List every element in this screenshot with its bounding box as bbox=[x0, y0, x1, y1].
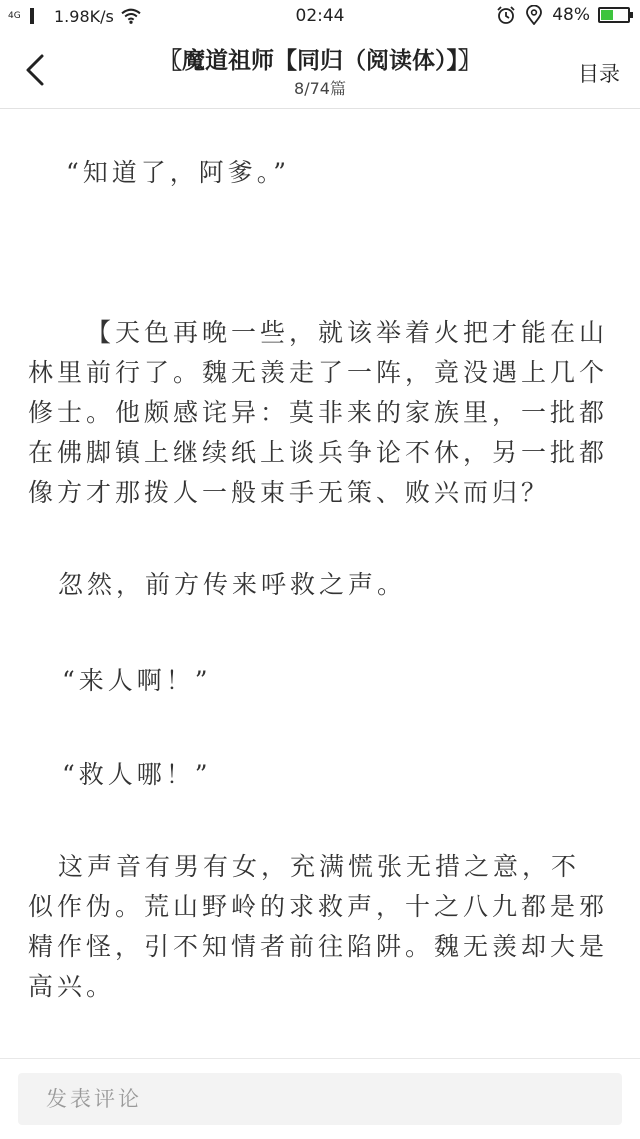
alarm-icon bbox=[496, 5, 516, 25]
status-bar bbox=[0, 0, 640, 32]
battery-percent: 48% bbox=[552, 5, 590, 25]
network-type: 4G bbox=[8, 10, 21, 21]
toc-button[interactable]: 目录 bbox=[578, 62, 620, 86]
battery-fill bbox=[601, 10, 613, 20]
status-right bbox=[496, 5, 630, 25]
paragraph: “来人啊！” bbox=[62, 666, 212, 695]
reading-content bbox=[0, 109, 640, 1059]
paragraph: 【天色再晚一些，就该举着火把才能在山林里前行了。魏无羡走了一阵，竟没遇上几个修士。他颇感诧异：莫非来的家族里，一批都在佛脚镇上继续纸上谈兵争论不休，另一批都像方才那拨人一般束手无策、败兴而归？ bbox=[28, 318, 609, 507]
paragraph: “救人哪！” bbox=[62, 760, 212, 789]
reader-header bbox=[0, 32, 640, 109]
comment-bar bbox=[0, 1058, 640, 1139]
chevron-left-icon bbox=[16, 46, 56, 94]
battery-icon bbox=[598, 7, 630, 23]
paragraph: 这声音有男有女，充满慌张无措之意，不似作伪。荒山野岭的求救声，十之八九都是邪精作怪，引不知情者前往陷阱。魏无羡却大是高兴。 bbox=[28, 852, 609, 1001]
location-icon bbox=[524, 5, 544, 25]
paragraph: “知道了，阿爹。” bbox=[66, 158, 291, 187]
page-title: 〖魔道祖师【同归（阅读体）】〗 bbox=[159, 48, 481, 74]
clock: 02:44 bbox=[295, 6, 345, 26]
network-speed: 1.98K/s bbox=[54, 6, 114, 26]
back-button[interactable] bbox=[16, 46, 56, 94]
comment-input[interactable]: 发表评论 bbox=[18, 1073, 622, 1125]
chapter-counter: 8/74篇 bbox=[294, 79, 346, 98]
paragraph: 忽然，前方传来呼救之声。 bbox=[58, 570, 407, 599]
